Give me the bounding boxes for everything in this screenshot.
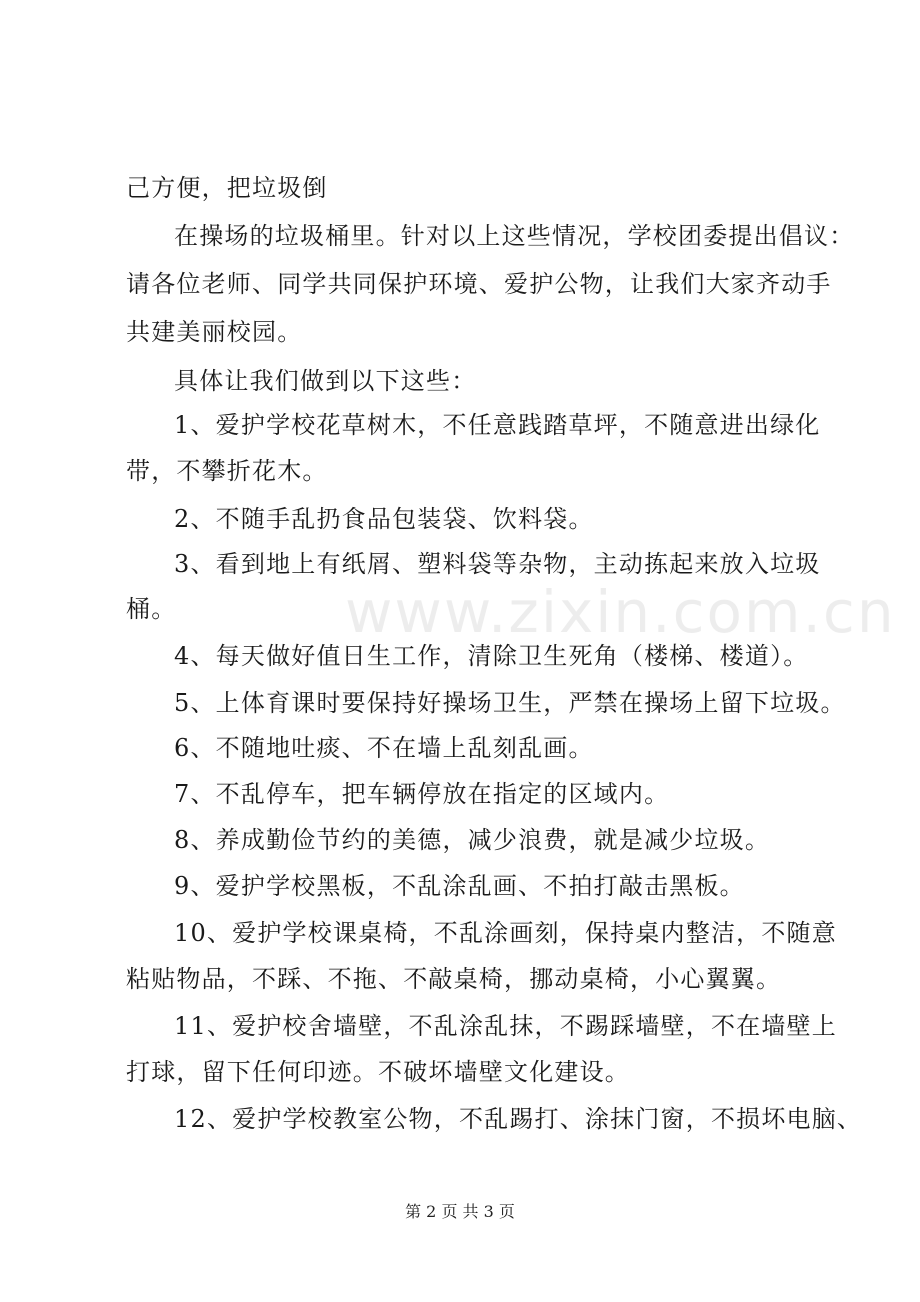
text-line: 6、不随地吐痰、不在墙上乱刻乱画。 xyxy=(174,734,594,762)
text-line: 3、看到地上有纸屑、塑料袋等杂物，主动拣起来放入垃圾 xyxy=(174,550,821,578)
text-line: 桶。 xyxy=(126,595,177,623)
text-line: 4、每天做好值日生工作，清除卫生死角（楼梯、楼道）。 xyxy=(174,642,809,670)
text-line: 11、爱护校舍墙壁，不乱涂乱抹，不踢踩墙壁，不在墙壁上 xyxy=(174,1012,837,1040)
text-line: 打球，留下任何印迹。不破坏墙壁文化建设。 xyxy=(126,1058,630,1086)
text-line: 共建美丽校园。 xyxy=(126,318,303,346)
text-line: 7、不乱停车，把车辆停放在指定的区域内。 xyxy=(174,780,670,808)
text-line: 请各位老师、同学共同保护环境、爱护公物，让我们大家齐动手 xyxy=(126,270,832,298)
text-line: 9、爱护学校黑板，不乱涂乱画、不拍打敲击黑板。 xyxy=(174,872,745,900)
text-line: 在操场的垃圾桶里。针对以上这些情况，学校团委提出倡议： xyxy=(174,222,855,250)
watermark: www.zixin.com.cn xyxy=(345,578,896,646)
text-line: 2、不随手乱扔食品包装袋、饮料袋。 xyxy=(174,505,594,533)
text-line: 10、爱护学校课桌椅，不乱涂画刻，保持桌内整洁，不随意 xyxy=(174,919,837,947)
text-line: 1、爱护学校花草树木，不任意践踏草坪，不随意进出绿化 xyxy=(174,411,821,439)
text-line: 具体让我们做到以下这些： xyxy=(174,367,477,395)
text-line: 5、上体育课时要保持好操场卫生，严禁在操场上留下垃圾。 xyxy=(174,689,846,717)
text-line: 带，不攀折花木。 xyxy=(126,457,328,485)
text-line: 粘贴物品，不踩、不拖、不敲桌椅，挪动桌椅，小心翼翼。 xyxy=(126,965,782,993)
page-number-footer: 第 2 页 共 3 页 xyxy=(405,1202,515,1221)
text-line: 己方便，把垃圾倒 xyxy=(126,174,328,202)
text-line: 12、爱护学校教室公物，不乱踢打、涂抹门窗，不损坏电脑、 xyxy=(174,1105,863,1133)
text-line: 8、养成勤俭节约的美德，减少浪费，就是减少垃圾。 xyxy=(174,826,771,854)
